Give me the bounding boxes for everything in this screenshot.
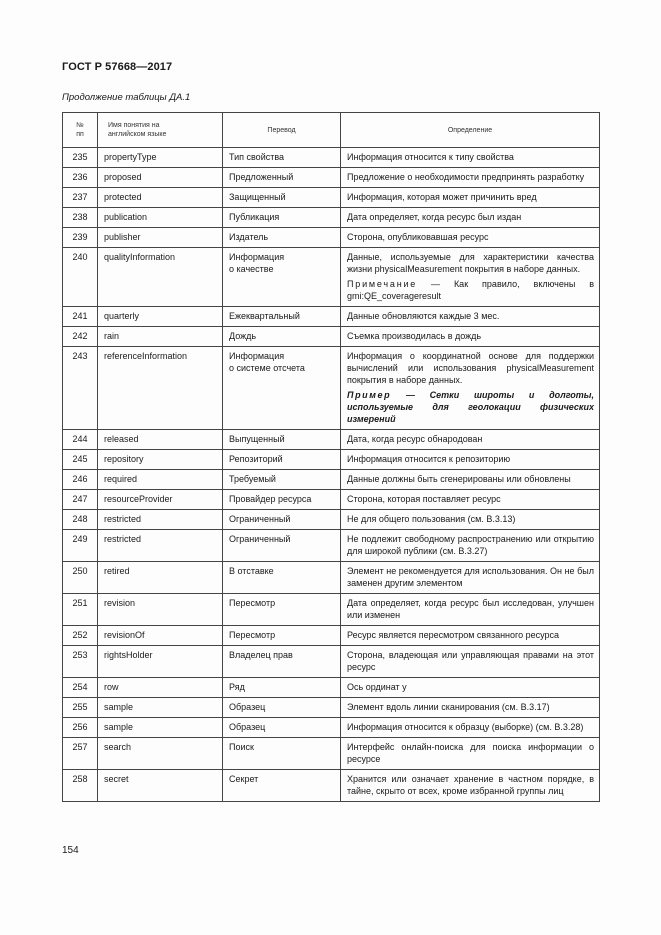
cell-definition-text: Элемент не рекомендуется для использования. Он не был заменен другим элементом [347,566,594,588]
cell-english-term-text: revision [104,598,136,608]
cell-translation-text: Репозиторий [229,454,283,464]
cell-english-term-text: publication [104,212,148,222]
header-num [63,113,98,148]
cell-translation [223,168,341,188]
cell-definition [341,626,600,646]
cell-number [63,470,98,490]
cell-translation [223,530,341,562]
cell-number-text: 241 [72,311,88,321]
cell-number [63,148,98,168]
table-row [63,718,600,738]
cell-english-term [98,562,223,594]
header-translation [223,113,341,148]
cell-english-term [98,678,223,698]
cell-definition [341,168,600,188]
cell-definition-text: Не для общего пользования (см. В.3.13) [347,514,516,524]
header-definition [341,113,600,148]
cell-english-term [98,148,223,168]
cell-english-term [98,347,223,430]
cell-definition [341,188,600,208]
cell-english-term-text: publisher [104,232,141,242]
cell-translation [223,594,341,626]
header-num-text: № пп [76,122,84,138]
cell-english-term-text: secret [104,774,129,784]
cell-definition-text: Данные должны быть сгенерированы или обновлены [347,474,571,484]
cell-english-term-text: proposed [104,172,142,182]
cell-translation-text: Требуемый [229,474,276,484]
cell-number-text: 255 [72,702,88,712]
cell-english-term-text: released [104,434,139,444]
cell-translation [223,510,341,530]
cell-english-term [98,327,223,347]
table-row [63,698,600,718]
cell-definition [341,307,600,327]
cell-english-term [98,307,223,327]
cell-definition [341,228,600,248]
cell-translation-text: Пересмотр [229,598,276,608]
cell-translation [223,188,341,208]
cell-number-text: 254 [72,682,88,692]
cell-number [63,208,98,228]
table-row [63,470,600,490]
cell-translation [223,718,341,738]
cell-number [63,718,98,738]
cell-translation-text: Информация о качестве [229,252,285,274]
table-row [63,594,600,626]
table-row [63,248,600,307]
cell-number [63,594,98,626]
cell-translation-text: Публикация [229,212,280,222]
cell-definition-text: Элемент вдоль линии сканирования (см. В.3.17) [347,702,550,712]
cell-english-term-text: rain [104,331,120,341]
cell-english-term-text: restricted [104,534,142,544]
cell-translation-text: Пересмотр [229,630,276,640]
cell-definition-text: Хранится или означает хранение в частном порядке, в тайне, скрыто от всех, кроме избранной группы лиц [347,774,594,796]
table-row [63,626,600,646]
definitions-table [62,112,600,802]
cell-definition [341,327,600,347]
cell-english-term [98,188,223,208]
cell-translation-text: Ограниченный [229,514,291,524]
cell-english-term-text: repository [104,454,144,464]
cell-number [63,738,98,770]
cell-translation [223,678,341,698]
cell-number [63,698,98,718]
cell-number [63,347,98,430]
cell-english-term [98,248,223,307]
cell-english-term [98,646,223,678]
cell-number [63,168,98,188]
cell-number-text: 248 [72,514,88,524]
cell-number-text: 236 [72,172,88,182]
cell-english-term [98,738,223,770]
cell-number [63,248,98,307]
cell-definition [341,510,600,530]
cell-number [63,626,98,646]
cell-english-term-text: restricted [104,514,142,524]
cell-number-text: 239 [72,232,88,242]
cell-number-text: 237 [72,192,88,202]
cell-english-term-text: protected [104,192,142,202]
cell-definition [341,698,600,718]
cell-translation-text: Ряд [229,682,245,692]
cell-translation-text: Защищенный [229,192,286,202]
cell-number-text: 258 [72,774,88,784]
example-label: Пример [347,390,392,400]
cell-number-text: 257 [72,742,88,752]
cell-english-term-text: propertyType [104,152,157,162]
table-row [63,770,600,802]
cell-english-term-text: qualityInformation [104,252,176,262]
cell-translation-text: Секрет [229,774,259,784]
cell-number-text: 246 [72,474,88,484]
cell-english-term-text: required [104,474,138,484]
cell-definition-text: Информация относится к типу свойства [347,152,514,162]
table-row [63,430,600,450]
cell-english-term [98,698,223,718]
cell-translation-text: Образец [229,722,266,732]
table-caption: Продолжение таблицы ДА.1 [62,92,191,103]
table-row [63,530,600,562]
cell-number-text: 252 [72,630,88,640]
cell-translation [223,148,341,168]
cell-translation [223,698,341,718]
cell-number [63,327,98,347]
cell-number-text: 242 [72,331,88,341]
cell-translation-text: Ежеквартальный [229,311,300,321]
cell-translation-text: Провайдер ресурса [229,494,312,504]
note-label: Примечание [347,279,418,289]
cell-english-term-text: row [104,682,119,692]
cell-english-term [98,510,223,530]
table-row [63,228,600,248]
cell-english-term-text: sample [104,722,134,732]
cell-translation [223,626,341,646]
cell-translation [223,470,341,490]
cell-definition [341,738,600,770]
cell-definition [341,562,600,594]
cell-translation [223,490,341,510]
cell-number-text: 253 [72,650,88,660]
cell-english-term [98,594,223,626]
cell-definition-text: Информация о координатной основе для поддержки вычислений или использования physicalMeasurement покрытия в наборе данных. [347,351,594,385]
cell-english-term [98,208,223,228]
cell-english-term-text: rightsHolder [104,650,153,660]
cell-translation [223,208,341,228]
cell-english-term-text: quarterly [104,311,140,321]
cell-number-text: 251 [72,598,88,608]
cell-definition [341,646,600,678]
cell-definition-text: Интерфейс онлайн-поиска для поиска информации о ресурсе [347,742,594,764]
cell-definition [341,770,600,802]
cell-number [63,770,98,802]
table-row [63,510,600,530]
cell-number [63,228,98,248]
cell-number-text: 250 [72,566,88,576]
cell-translation [223,770,341,802]
page-number: 154 [62,845,79,856]
cell-definition [341,430,600,450]
example-text: — Сетки широты и долготы, используемые для геолокации физических измерений [347,390,594,424]
cell-definition-text: Ось ординат y [347,682,407,692]
cell-definition-text: Данные обновляются каждые 3 мес. [347,311,500,321]
cell-english-term [98,470,223,490]
cell-translation [223,327,341,347]
table-row [63,307,600,327]
note-text: — Как правило, включены в gmi:QE_coverageresult [347,279,594,301]
cell-definition-text: Съемка производилась в дождь [347,331,482,341]
table-header-row [63,113,600,148]
table-row [63,168,600,188]
cell-english-term [98,626,223,646]
cell-english-term-text: search [104,742,132,752]
cell-translation-text: Образец [229,702,266,712]
cell-english-term-text: sample [104,702,134,712]
cell-number-text: 247 [72,494,88,504]
cell-english-term-text: referenceInformation [104,351,188,361]
cell-translation-text: Владелец прав [229,650,293,660]
cell-definition-text: Информация, которая может причинить вред [347,192,537,202]
cell-number [63,530,98,562]
document-header: ГОСТ Р 57668—2017 [62,61,173,73]
cell-definition-text: Дата, когда ресурс обнародован [347,434,483,444]
cell-translation-text: Тип свойства [229,152,285,162]
definition-note [347,278,594,302]
cell-translation [223,228,341,248]
cell-translation-text: Поиск [229,742,254,752]
table-row [63,327,600,347]
cell-number-text: 256 [72,722,88,732]
cell-definition [341,248,600,307]
cell-definition-text: Не подлежит свободному распространению или открытию для широкой публики (см. В.3.27) [347,534,594,556]
cell-definition-text: Ресурс является пересмотром связанного ресурса [347,630,560,640]
table-row [63,188,600,208]
cell-translation-text: Ограниченный [229,534,291,544]
table-row [63,490,600,510]
cell-number [63,490,98,510]
cell-english-term-text: revisionOf [104,630,145,640]
header-definition-text: Определение [447,126,493,134]
cell-definition [341,594,600,626]
cell-number [63,678,98,698]
cell-english-term [98,450,223,470]
cell-translation-text: Предложенный [229,172,294,182]
header-english-text: Имя понятия на английском языке [108,122,167,138]
cell-definition-text: Сторона, владеющая или управляющая правами на этот ресурс [347,650,594,672]
table-row [63,562,600,594]
cell-english-term [98,490,223,510]
cell-definition-text: Информация относится к образцу (выборке) (см. В.3.28) [347,722,584,732]
cell-english-term-text: resourceProvider [104,494,173,504]
table-row [63,148,600,168]
header-translation-text: Перевод [267,126,296,134]
cell-definition [341,208,600,228]
cell-number [63,188,98,208]
cell-definition [341,470,600,490]
cell-translation-text: В отставке [229,566,274,576]
table-row [63,208,600,228]
cell-definition [341,530,600,562]
cell-number-text: 240 [72,252,88,262]
cell-english-term [98,430,223,450]
cell-english-term [98,168,223,188]
cell-translation [223,646,341,678]
cell-definition-text: Сторона, которая поставляет ресурс [347,494,501,504]
table-row [63,678,600,698]
cell-translation [223,248,341,307]
table-row [63,738,600,770]
cell-definition-text: Дата определяет, когда ресурс был издан [347,212,522,222]
cell-definition-text: Данные, используемые для характеристики качества жизни physicalMeasurement покрытия в наборе данных. [347,252,594,274]
cell-number-text: 245 [72,454,88,464]
cell-number [63,646,98,678]
cell-number [63,430,98,450]
cell-english-term [98,718,223,738]
cell-definition-text: Дата определяет, когда ресурс был исследован, улучшен или изменен [347,598,594,620]
cell-number [63,562,98,594]
definition-example [347,389,594,425]
cell-definition [341,490,600,510]
cell-definition-text: Предложение о необходимости предпринять разработку [347,172,585,182]
cell-definition [341,450,600,470]
cell-translation [223,307,341,327]
cell-number [63,450,98,470]
cell-english-term-text: retired [104,566,130,576]
cell-translation [223,450,341,470]
cell-definition-text: Информация относится к репозиторию [347,454,511,464]
cell-number-text: 243 [72,351,88,361]
cell-number-text: 244 [72,434,88,444]
cell-number-text: 249 [72,534,88,544]
cell-translation-text: Дождь [229,331,257,341]
cell-english-term [98,530,223,562]
cell-translation-text: Выпущенный [229,434,285,444]
cell-english-term [98,228,223,248]
cell-translation [223,562,341,594]
cell-translation [223,347,341,430]
cell-number-text: 238 [72,212,88,222]
cell-definition [341,347,600,430]
cell-english-term [98,770,223,802]
cell-translation [223,430,341,450]
table-row [63,450,600,470]
cell-number [63,307,98,327]
cell-definition [341,148,600,168]
cell-translation [223,738,341,770]
cell-definition [341,678,600,698]
cell-definition-text: Сторона, опубликовавшая ресурс [347,232,489,242]
cell-number-text: 235 [72,152,88,162]
cell-number [63,510,98,530]
header-english [98,113,223,148]
cell-translation-text: Информация о системе отсчета [229,351,305,373]
table-row [63,347,600,430]
cell-translation-text: Издатель [229,232,269,242]
table-row [63,646,600,678]
table-body [63,148,600,802]
cell-definition [341,718,600,738]
